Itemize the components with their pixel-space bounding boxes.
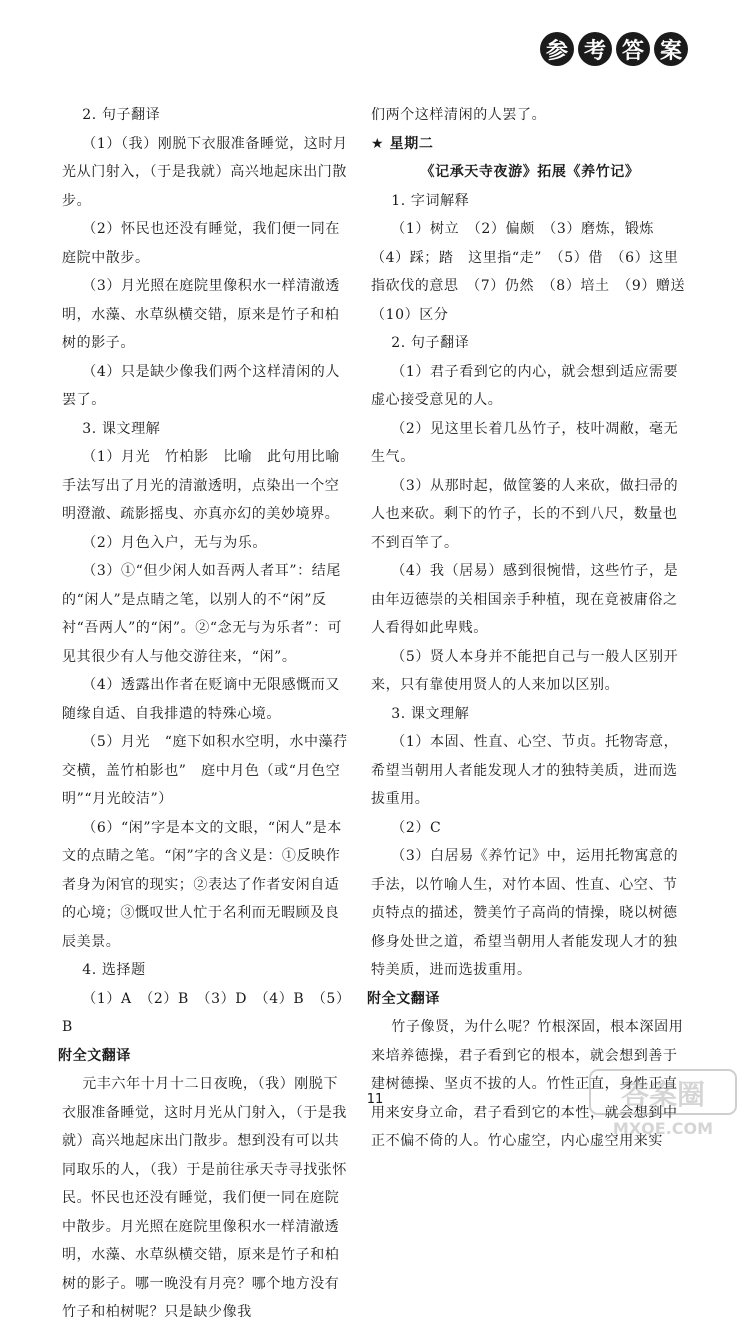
left-paragraph: 2. 句子翻译	[82, 107, 161, 123]
right-paragraph: 2. 句子翻译	[391, 335, 470, 351]
right-paragraph: （1）君子看到它的内心，就会想到适应需要虚心接受意见的人。	[371, 363, 679, 408]
left-paragraph: 附全文翻译	[58, 1047, 131, 1064]
right-paragraph: 《记承天寺夜游》拓展《养竹记》	[420, 164, 640, 180]
svg-text:MXQE.COM: MXQE.COM	[612, 1119, 714, 1138]
right-paragraph: 1. 字词解释	[391, 192, 470, 209]
left-column	[58, 101, 352, 1327]
left-paragraph: （6）“闲”字是本文的文眼，“闲人”是本文的点睛之笔。“闲”字的含义是：①反映作者身为闲官的现实；②表达了作者安闲自适的心境；③慨叹世人忙于名利而无暇顾及良辰美景。	[62, 819, 342, 950]
right-column	[367, 101, 700, 1156]
left-paragraph: （1）A （2）B （3）D （4）B （5）B	[62, 990, 351, 1035]
header-char-1: 参	[540, 32, 574, 66]
answer-key-header	[540, 32, 688, 66]
left-paragraph: （4）透露出作者在贬谪中无限感慨而又随缘自适、自我排遣的特殊心境。	[62, 677, 341, 722]
right-paragraph: （3）从那时起，做筐篓的人来砍，做扫帚的人也来砍。剩下的竹子，长的不到八尺，数量也不到百竿了。	[371, 477, 679, 551]
left-paragraph: 元丰六年十月十二日夜晚，（我）刚脱下衣服准备睡觉，这时月光从门射入，（于是我就）高兴地起床出门散步。想到没有可以共同取乐的人，（我）于是前往承天寺寻找张怀民。怀民也还没有睡觉，我们便一同在庭院中散步。月光照在庭院里像积水一样清澈透明，水藻、水草纵横交错，原来是竹子和柏树的影子。哪一晚没有月亮？哪个地方没有竹子和柏树呢？只是缺少像我	[62, 1076, 347, 1320]
right-paragraph: 附全文翻译	[367, 990, 440, 1007]
right-paragraph: 3. 课文理解	[391, 705, 470, 722]
right-paragraph: （1）树立 （2）偏颇 （3）磨炼，锻炼 （4）踩；踏 这里指“走” （5）借 （6）这里指砍伐的意思 （7）仍然 （8）培土 （9）赠送 （10）区分	[371, 221, 700, 323]
right-paragraph: （3）白居易《养竹记》中，运用托物寓意的手法，以竹喻人生，对竹本固、性直、心空、节贞特点的描述，赞美竹子高尚的情操，晓以树德修身处世之道，希望当朝用人者能发现人才的独特美质，进而选拔重用。	[371, 848, 679, 978]
left-paragraph: （3）①“但少闲人如吾两人者耳”：结尾的“闲人”是点睛之笔，以别人的不“闲”反衬“吾两人”的“闲”。②“念无与为乐者”：可见其很少有人与他交游往来，“闲”。	[62, 563, 343, 665]
right-paragraph: （1）本固、性直、心空、节贞。托物寄意，希望当朝用人者能发现人才的独特美质，进而选拔重用。	[371, 734, 679, 807]
left-paragraph: （1）月光 竹柏影 比喻 此句用比喻手法写出了月光的清澈透明，点染出一个空明澄澈、疏影摇曳、亦真亦幻的美妙境界。	[62, 449, 341, 522]
right-paragraph: 竹子像贤，为什么呢？竹根深固，根本深固用来培养德操，君子看到它的根本，就会想到善于建树德操、坚贞不拔的人。竹性正直，身性正直用来安身立命，君子看到它的本性，就会想到中正不偏不倚的人。竹心虚空，内心虚空用来实	[371, 1019, 684, 1149]
header-char-4: 案	[654, 32, 688, 66]
left-paragraph: （5）月光 “庭下如积水空明，水中藻荇交横，盖竹柏影也” 庭中月色（或“月色空明”“月光皎洁”）	[62, 734, 348, 807]
header-char-2: 考	[578, 32, 612, 66]
right-paragraph: （2）见这里长着几丛竹子，枝叶凋敝，毫无生气。	[371, 420, 679, 465]
left-paragraph: 3. 课文理解	[82, 420, 161, 437]
left-paragraph: （2）怀民也还没有睡觉，我们便一同在庭院中散步。	[62, 221, 341, 266]
header-char-3: 答	[616, 32, 650, 66]
right-paragraph: （4）我（居易）感到很惋惜，这些竹子，是由年迈德崇的关相国亲手种植，现在竟被庸俗之人看得如此卑贱。	[371, 563, 679, 636]
left-paragraph: 4. 选择题	[82, 962, 146, 978]
svg-text:答案圈: 答案圈	[620, 1078, 706, 1111]
left-paragraph: （4）只是缺少像我们两个这样清闲的人罢了。	[62, 363, 341, 408]
left-paragraph: （2）月色入户，无与为乐。	[82, 534, 268, 551]
right-paragraph: 们两个这样清闲的人罢了。	[371, 107, 547, 123]
right-paragraph: ★ 星期二	[371, 135, 434, 152]
watermark-logo	[588, 1066, 738, 1140]
right-paragraph: （5）贤人本身并不能把自己与一般人区别开来，只有靠使用贤人的人来加以区别。	[371, 648, 679, 693]
left-paragraph: （3）月光照在庭院里像积水一样清澈透明，水藻、水草纵横交错，原来是竹子和柏树的影子。	[62, 278, 341, 351]
page-number: 11	[366, 1092, 384, 1107]
right-paragraph: （2）C	[391, 819, 442, 836]
left-paragraph: （1）（我）刚脱下衣服准备睡觉，这时月光从门射入，（于是我就）高兴地起床出门散步。	[62, 135, 348, 209]
